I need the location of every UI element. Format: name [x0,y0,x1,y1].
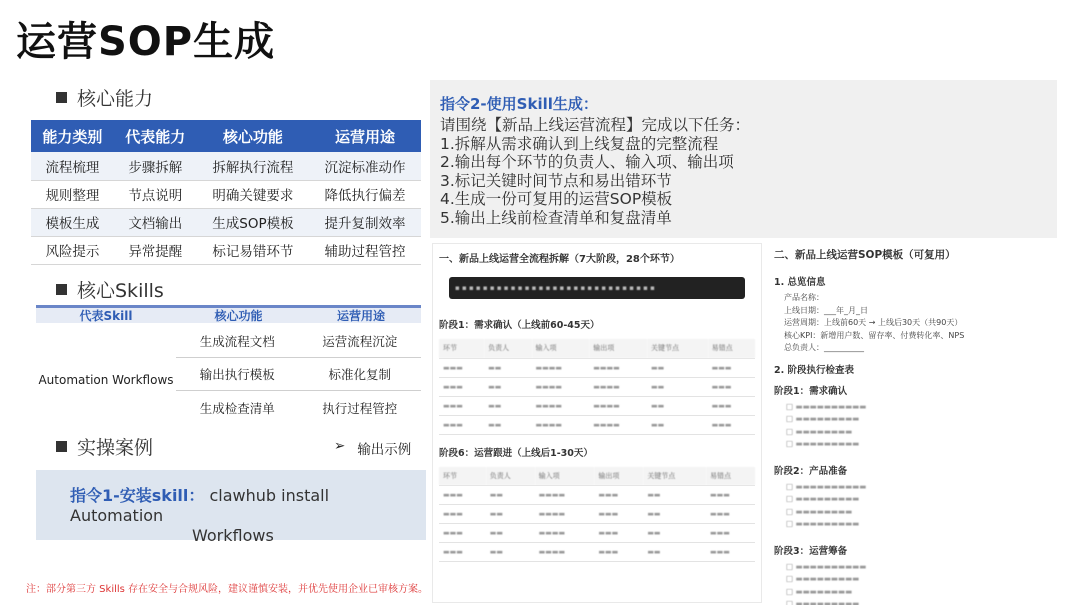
output-preview-template [768,243,1008,605]
table-row [31,236,421,264]
table-cell: 降低执行偏差 [309,180,421,208]
table-row: ▬▬▬ ▬▬ ▬▬▬▬ ▬▬▬▬ ▬▬ ▬▬▬ [439,396,755,415]
instruction-panel [430,80,1057,238]
table-header-cell: 环节 [439,467,486,486]
table-cell: 生成流程文档 [199,334,275,349]
table-cell: 步骤拆解 [114,152,197,180]
arrow-icon: ➢ [334,438,346,454]
flow-bar: ▪ ▪ ▪ ▪ ▪ ▪ ▪ ▪ ▪ ▪ ▪ ▪ ▪ ▪ ▪ ▪ ▪ ▪ ▪ ▪ ▪ ▪ ▪ ▪ ▪ ▪ ▪ ▪ ▪ [449,277,745,299]
table-row: ▬▬▬ ▬▬ ▬▬▬▬ ▬▬▬ ▬▬ ▬▬▬ [439,524,755,543]
table-header-row [439,467,755,486]
skills-body [36,323,421,437]
doc-subheading: 1. 总览信息 [774,277,826,288]
table-row: ▬▬▬ ▬▬ ▬▬▬▬ ▬▬▬ ▬▬ ▬▬▬ [439,505,755,524]
table-cell: 生成检查清单 [199,400,275,416]
table-cell: 明确关键要求 [197,180,309,208]
table-cell: 沉淀标准动作 [309,152,421,180]
section-heading-core-skills [56,276,164,303]
table-row [176,358,421,391]
table-cell: 输出执行模板 [199,367,275,382]
list-item: 总负责人：__________ [784,343,864,352]
example-label-text: 输出示例 [357,442,412,458]
ability-table [31,120,421,265]
checklist-item: □ ▬▬▬▬▬▬▬▬▬ [774,598,1002,605]
table-header-cell: 输出项 [594,467,643,486]
table-cell: 标记易错环节 [197,236,309,264]
output-preview-flow [432,243,762,603]
skills-table [36,305,421,437]
page-title: 运营SOP生成 [16,19,276,65]
table-header-cell: 关键节点 [647,339,708,358]
table-cell: 执行过程管控 [322,400,398,416]
table-row: ▬▬▬ ▬▬ ▬▬▬▬ ▬▬▬ ▬▬ ▬▬▬ [439,486,755,505]
table-cell: 拆解执行流程 [197,152,309,180]
table-cell: 标准化复制 [328,367,391,382]
command-line [70,486,426,526]
bullet-square-icon [56,92,67,103]
list-item: 核心KPI：新增用户数、留存率、付费转化率、NPS [784,330,965,340]
skills-header-cell: 运营用途 [336,309,385,323]
instruction-line: 5.输出上线前检查清单和复盘清单 [440,208,672,227]
checklist-item: □ ▬▬▬▬▬▬▬▬▬ [774,438,1002,451]
stage-subheading: 阶段2：产品准备 [774,465,848,477]
table-cell: 运营流程沉淀 [322,334,398,349]
table-header-cell: 负责人 [484,339,531,358]
checklist-item: □ ▬▬▬▬▬▬▬▬ [774,586,1002,599]
table-cell: 提升复制效率 [309,208,421,236]
table-row [176,391,421,424]
table-header-cell: 输入项 [535,467,595,486]
command-label: 指令1-安装skill： [70,486,205,505]
section-title: 核心Skills [77,280,164,302]
table-cell: 异常提醒 [114,236,197,264]
checklist-item: □ ▬▬▬▬▬▬▬▬▬▬ [774,481,1002,494]
table-row: ▬▬▬ ▬▬ ▬▬▬▬ ▬▬▬▬ ▬▬ ▬▬▬ [439,358,755,377]
checklist-item: □ ▬▬▬▬▬▬▬▬▬ [774,573,1002,586]
skill-name: Automation Workflows [38,373,174,387]
instruction-line: 2.输出每个环节的负责人、输入项、输出项 [440,153,734,172]
table-cell: 文档输出 [114,208,197,236]
table-header-cell: 输入项 [532,339,590,358]
command-text: clawhub install Automation [70,486,330,525]
table-row [31,208,421,236]
table-header-cell: 易错点 [706,467,755,486]
stage-title: 阶段1：需求确认（上线前60-45天） [439,320,600,331]
table-header-cell: 环节 [439,339,484,358]
table-cell: 节点说明 [114,180,197,208]
list-item: 产品名称： [784,293,824,302]
stage-table [439,467,755,563]
checklist-item: □ ▬▬▬▬▬▬▬▬▬▬ [774,561,1002,574]
bullet-square-icon [56,284,67,295]
skills-header-cell: 核心功能 [214,309,263,323]
instruction-title: 指令2-使用Skill生成： [440,95,598,113]
table-header-cell: 关键节点 [643,467,706,486]
table-header-cell: 核心功能 [197,120,309,152]
command-text-cont: Workflows [192,526,274,545]
instruction-line: 4.生成一份可复用的运营SOP模板 [440,190,673,209]
example-label [334,438,411,458]
table-header-row [31,120,421,152]
table-cell: 辅助过程管控 [309,236,421,264]
table-row: ▬▬▬ ▬▬ ▬▬▬▬ ▬▬▬▬ ▬▬ ▬▬▬ [439,415,755,434]
stage-title: 阶段6：运营跟进（上线后1-30天） [439,447,593,459]
stage-subheading: 阶段1：需求确认 [774,385,848,397]
table-row [31,180,421,208]
instruction-line: 3.标记关键时间节点和易出错环节 [440,171,672,190]
table-row: ▬▬▬ ▬▬ ▬▬▬▬ ▬▬▬▬ ▬▬ ▬▬▬ [439,377,755,396]
table-header-cell: 输出项 [589,339,647,358]
section-heading-core-ability [56,84,153,111]
risk-note: 注：部分第三方 Skills 存在安全与合规风险，建议谨慎安装，并优先使用企业已审核方案。 [26,584,429,595]
checklist-item: □ ▬▬▬▬▬▬▬▬▬ [774,493,1002,506]
table-header-cell: 易错点 [708,339,755,358]
stage-subheading: 阶段3：运营筹备 [774,545,848,557]
table-cell: 生成SOP模板 [197,208,309,236]
section-title: 核心能力 [77,88,154,110]
table-cell: 规则整理 [31,180,114,208]
table-row [31,152,421,180]
table-row: ▬▬▬ ▬▬ ▬▬▬▬ ▬▬▬ ▬▬ ▬▬▬ [439,543,755,562]
instruction-line: 请围绕【新品上线运营流程】完成以下任务： [440,116,751,134]
checklist-item: □ ▬▬▬▬▬▬▬▬▬ [774,413,1002,426]
table-cell: 风险提示 [31,236,114,264]
list-item: 上线日期：___年_月_日 [784,305,868,315]
doc-heading: 一、新品上线运营全流程拆解（7大阶段，28个环节） [439,254,680,265]
table-header-cell: 能力类别 [31,120,114,152]
section-title: 实操案例 [77,437,154,459]
doc-heading: 二、新品上线运营SOP模板（可复用） [774,249,956,261]
skills-header-row [36,305,421,323]
table-row [176,325,421,358]
bullet-square-icon [56,441,67,452]
checklist-item: □ ▬▬▬▬▬▬▬▬ [774,426,1002,439]
skills-header-cell: 代表Skill [79,309,133,323]
stage-table [439,339,755,435]
table-header-cell: 代表能力 [114,120,197,152]
table-header-cell: 负责人 [486,467,535,486]
table-cell: 模板生成 [31,208,114,236]
table-header-row [439,339,755,358]
checklist-item: □ ▬▬▬▬▬▬▬▬▬ [774,518,1002,531]
checklist-item: □ ▬▬▬▬▬▬▬▬ [774,506,1002,519]
table-header-cell: 运营用途 [309,120,421,152]
section-heading-case [56,433,153,460]
instruction-line: 1.拆解从需求确认到上线复盘的完整流程 [440,134,719,153]
list-item: 运营周期：上线前60天 → 上线后30天（共90天） [784,318,963,327]
checklist-item: □ ▬▬▬▬▬▬▬▬▬▬ [774,401,1002,414]
table-cell: 流程梳理 [31,152,114,180]
command-box [36,470,426,545]
doc-subheading: 2. 阶段执行检查表 [774,364,855,376]
